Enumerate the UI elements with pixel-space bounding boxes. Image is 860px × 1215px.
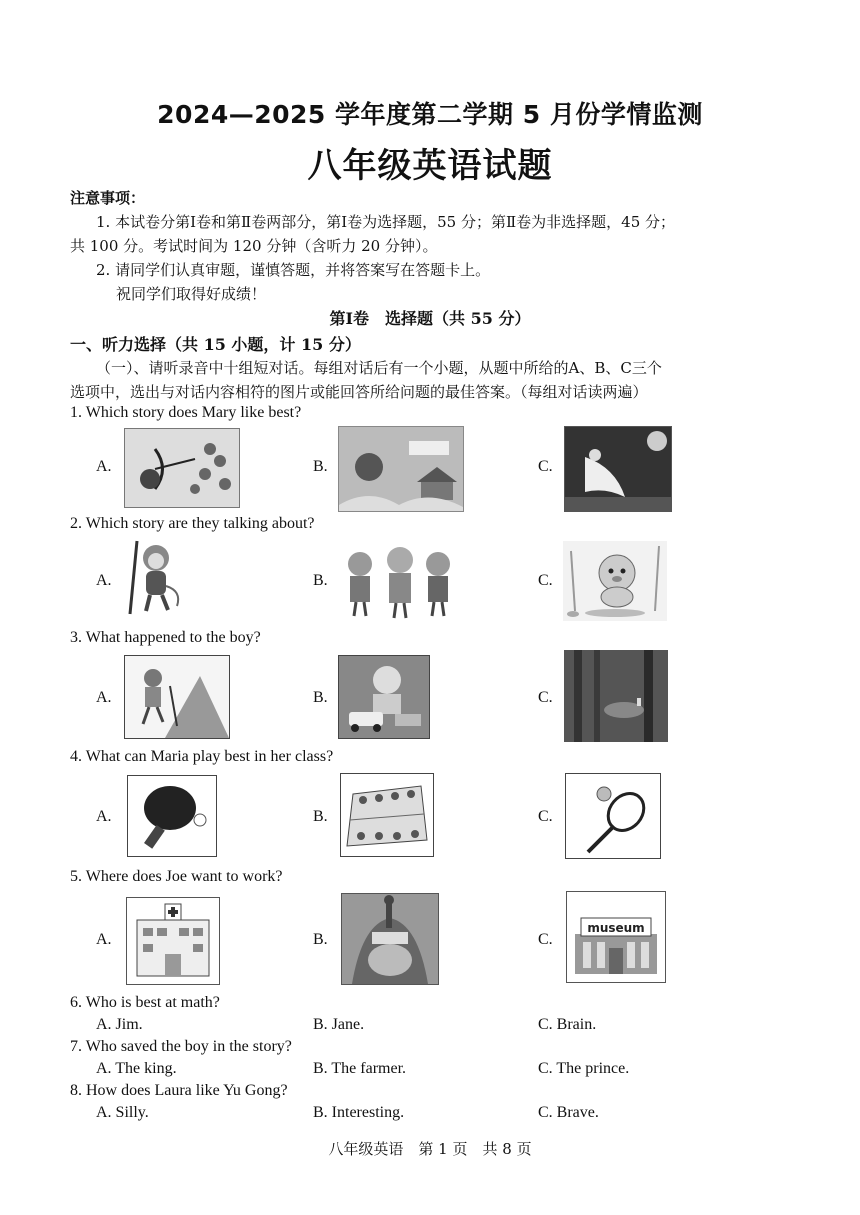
chess-board-image xyxy=(340,773,434,857)
question-2: 2. Which story are they talking about? xyxy=(70,515,315,532)
q8-option-c[interactable]: C. Brave. xyxy=(538,1104,599,1121)
q6-option-b[interactable]: B. Jane. xyxy=(313,1016,365,1033)
q8-option-b[interactable]: B. Interesting. xyxy=(313,1104,405,1121)
q5-option-a[interactable]: A. xyxy=(96,931,112,948)
q3-option-a[interactable]: A. xyxy=(96,689,112,706)
exam-title: 2024—2025 学年度第二学期 5 月份学情监测 xyxy=(157,100,703,129)
notes-line-4: 祝同学们取得好成绩！ xyxy=(116,285,267,303)
archer-shooting-suns-image xyxy=(124,428,240,508)
q5-option-b[interactable]: B. xyxy=(313,931,328,948)
hospital-building-image xyxy=(126,897,220,985)
fairy-flying-moon-image xyxy=(564,426,672,512)
question-7: 7. Who saved the boy in the story? xyxy=(70,1038,292,1055)
q6-option-c[interactable]: C. Brain. xyxy=(538,1016,597,1033)
q7-option-c[interactable]: C. The prince. xyxy=(538,1060,630,1077)
question-4: 4. What can Maria play best in her class? xyxy=(70,748,334,765)
question-6: 6. Who is best at math? xyxy=(70,994,220,1011)
notes-line-1: 1. 本试卷分第Ⅰ卷和第Ⅱ卷两部分，第Ⅰ卷为选择题，55 分；第Ⅱ卷为非选择题，45 分； xyxy=(96,213,676,231)
q1-option-b[interactable]: B. xyxy=(313,458,328,475)
ugly-duckling-image xyxy=(563,541,667,621)
q5-option-c[interactable]: C. xyxy=(538,931,553,948)
q1-option-c[interactable]: C. xyxy=(538,458,553,475)
q4-option-a[interactable]: A. xyxy=(96,808,112,825)
q4-option-c[interactable]: C. xyxy=(538,808,553,825)
three-little-pigs-image xyxy=(338,542,462,620)
dark-forest-image xyxy=(564,650,668,742)
question-1: 1. Which story does Mary like best? xyxy=(70,404,302,421)
q2-option-b[interactable]: B. xyxy=(313,572,328,589)
question-3: 3. What happened to the boy? xyxy=(70,629,261,646)
notes-line-3: 2. 请同学们认真审题，谨慎答题，并将答案写在答题卡上。 xyxy=(96,261,491,279)
q8-option-a[interactable]: A. Silly. xyxy=(96,1104,149,1121)
q1-option-a[interactable]: A. xyxy=(96,458,112,475)
section-title: 一、听力选择（共 15 小题，计 15 分） xyxy=(70,335,361,354)
q7-option-a[interactable]: A. The king. xyxy=(96,1060,177,1077)
q2-option-c[interactable]: C. xyxy=(538,572,553,589)
boy-climbing-mountain-image xyxy=(124,655,230,739)
page-footer: 八年级英语 第 1 页 共 8 页 xyxy=(328,1140,532,1158)
exam-subtitle: 八年级英语试题 xyxy=(307,146,553,186)
monkey-king-palace-image xyxy=(338,426,464,512)
question-5: 5. Where does Joe want to work? xyxy=(70,868,283,885)
notes-line-2: 共 100 分。考试时间为 120 分钟（含听力 20 分钟）。 xyxy=(70,237,438,255)
notes-heading: 注意事项： xyxy=(70,189,146,207)
q7-option-b[interactable]: B. The farmer. xyxy=(313,1060,407,1077)
q3-option-c[interactable]: C. xyxy=(538,689,553,706)
sad-boy-toy-car-image xyxy=(338,655,430,739)
question-8: 8. How does Laura like Yu Gong? xyxy=(70,1082,288,1099)
q3-option-b[interactable]: B. xyxy=(313,689,328,706)
instructions-line-2: 选项中，选出与对话内容相符的图片或能回答所给问题的最佳答案。（每组对话读两遍） xyxy=(70,383,648,401)
museum-building-image xyxy=(566,891,666,983)
q2-option-a[interactable]: A. xyxy=(96,572,112,589)
tennis-racket-image xyxy=(565,773,661,859)
q6-option-a[interactable]: A. Jim. xyxy=(96,1016,143,1033)
museum-sign: museum xyxy=(587,921,645,935)
zoo-entrance-image xyxy=(341,893,439,985)
instructions-line-1: （一）、请听录音中十组短对话。每组对话后有一个小题，从题中所给的A、B、C三个 xyxy=(96,359,662,377)
ping-pong-paddle-image xyxy=(127,775,217,857)
monkey-king-cartoon-image xyxy=(122,536,184,616)
part1-title: 第Ⅰ卷 选择题（共 55 分） xyxy=(329,309,531,328)
q4-option-b[interactable]: B. xyxy=(313,808,328,825)
